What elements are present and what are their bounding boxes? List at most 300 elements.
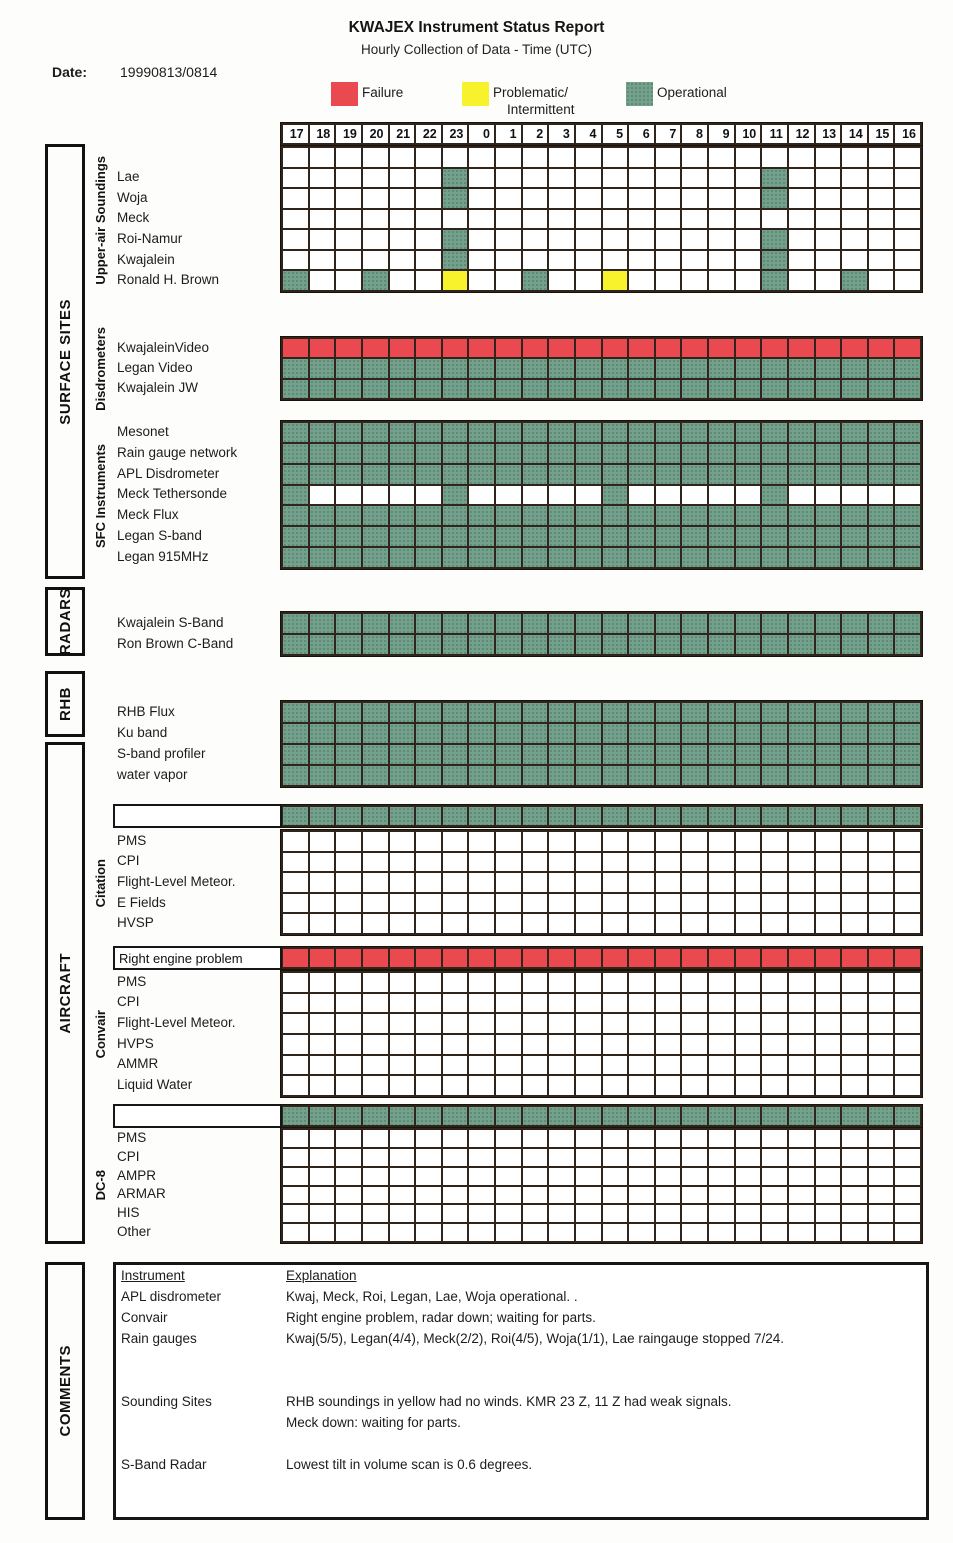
status-cell: [283, 1149, 308, 1166]
status-cell: [336, 894, 361, 913]
status-cell: [310, 1076, 335, 1095]
status-cell: [682, 1130, 707, 1147]
hour-header-cell: 15: [869, 125, 894, 143]
status-cell: [496, 423, 521, 442]
status-cell: [469, 486, 494, 505]
status-cell: [709, 1130, 734, 1147]
row-label-kwajaleinvideo: KwajaleinVideo: [117, 339, 210, 355]
subgroup-sfc-instruments: [86, 420, 114, 572]
status-cell: [336, 339, 361, 357]
hour-header-cell: 17: [283, 125, 308, 143]
status-cell: [656, 359, 681, 377]
status-cell: [576, 1035, 601, 1054]
status-cell: [523, 1205, 548, 1222]
status-cell: [336, 486, 361, 505]
status-cell: [576, 807, 601, 825]
status-cell: [310, 1014, 335, 1033]
status-cell: [842, 1187, 867, 1204]
status-cell: [443, 853, 468, 872]
status-cell: [549, 251, 574, 270]
status-cell: [310, 614, 335, 633]
status-cell: [310, 973, 335, 992]
status-cell: [523, 973, 548, 992]
status-cell: [576, 230, 601, 249]
status-cell: [709, 230, 734, 249]
status-cell: [576, 1014, 601, 1033]
status-cell: [283, 465, 308, 484]
status-cell: [469, 766, 494, 785]
status-cell: [629, 894, 654, 913]
status-cell: [789, 807, 814, 825]
status-cell: [336, 1014, 361, 1033]
status-cell: [336, 1149, 361, 1166]
status-cell: [789, 703, 814, 722]
status-cell: [390, 1187, 415, 1204]
status-cell: [682, 1014, 707, 1033]
status-cell: [576, 1056, 601, 1075]
status-cell: [549, 444, 574, 463]
status-cell: [869, 527, 894, 546]
status-cell: [310, 994, 335, 1013]
status-cell: [895, 949, 920, 967]
status-cell: [762, 251, 787, 270]
status-cell: [523, 169, 548, 188]
status-cell: [416, 894, 441, 913]
hour-header-cell: 10: [736, 125, 761, 143]
status-cell: [523, 1035, 548, 1054]
status-cell: [895, 703, 920, 722]
status-cell: [603, 873, 628, 892]
status-cell: [736, 1130, 761, 1147]
row-label-other: Other: [117, 1224, 151, 1240]
status-cell: [603, 1149, 628, 1166]
status-cell: [523, 339, 548, 357]
hour-header-cell: 9: [709, 125, 734, 143]
status-cell: [310, 766, 335, 785]
comments-instrument-header: Instrument: [121, 1268, 185, 1283]
status-cell: [496, 1056, 521, 1075]
status-cell: [469, 380, 494, 398]
status-cell: [736, 635, 761, 654]
status-cell: [869, 745, 894, 764]
status-cell: [603, 1014, 628, 1033]
status-cell: [363, 380, 388, 398]
status-cell: [443, 339, 468, 357]
status-cell: [549, 635, 574, 654]
status-cell: [416, 444, 441, 463]
status-cell: [549, 1224, 574, 1241]
status-cell: [416, 1035, 441, 1054]
status-cell: [789, 973, 814, 992]
row-label-pms: PMS: [117, 832, 147, 848]
status-cell: [682, 527, 707, 546]
status-cell: [283, 423, 308, 442]
status-cell: [496, 189, 521, 208]
status-cell: [762, 745, 787, 764]
status-cell: [842, 949, 867, 967]
status-cell: [816, 527, 841, 546]
status-cell: [363, 1168, 388, 1185]
status-cell: [336, 807, 361, 825]
status-cell: [709, 506, 734, 525]
row-label-flight-level-meteor: Flight-Level Meteor.: [117, 1015, 236, 1031]
status-cell: [443, 1187, 468, 1204]
status-cell: [603, 745, 628, 764]
status-cell: [549, 1056, 574, 1075]
status-cell: [762, 359, 787, 377]
status-cell: [390, 169, 415, 188]
status-cell: [523, 1130, 548, 1147]
status-cell: [443, 359, 468, 377]
grid-disdrometers: [280, 336, 923, 401]
status-cell: [523, 745, 548, 764]
status-cell: [736, 894, 761, 913]
status-cell: [682, 1107, 707, 1125]
status-cell: [736, 527, 761, 546]
status-cell: [869, 548, 894, 567]
comments-box: [113, 1262, 929, 1520]
status-cell: [523, 380, 548, 398]
status-cell: [736, 1205, 761, 1222]
status-cell: [736, 423, 761, 442]
status-cell: [816, 444, 841, 463]
banner-box-convair_banner: Right engine problem: [113, 946, 282, 970]
status-cell: [895, 1035, 920, 1054]
status-cell: [656, 1014, 681, 1033]
status-cell: [682, 548, 707, 567]
status-cell: [576, 914, 601, 933]
status-cell: [283, 614, 308, 633]
status-cell: [895, 1076, 920, 1095]
status-cell: [736, 271, 761, 290]
status-cell: [736, 873, 761, 892]
status-cell: [895, 1224, 920, 1241]
status-cell: [842, 359, 867, 377]
status-cell: [443, 148, 468, 167]
status-cell: [629, 251, 654, 270]
banner-box-citation_banner: [113, 804, 282, 828]
hour-header-cell: 6: [629, 125, 654, 143]
status-cell: [603, 703, 628, 722]
status-cell: [842, 873, 867, 892]
status-cell: [416, 359, 441, 377]
status-cell: [656, 506, 681, 525]
status-cell: [469, 914, 494, 933]
status-cell: [682, 189, 707, 208]
status-cell: [816, 807, 841, 825]
status-cell: [789, 914, 814, 933]
status-cell: [523, 703, 548, 722]
status-cell: [603, 994, 628, 1013]
status-cell: [363, 1224, 388, 1241]
hour-header-cell: 5: [603, 125, 628, 143]
status-cell: [469, 444, 494, 463]
status-cell: [656, 766, 681, 785]
status-cell: [363, 1130, 388, 1147]
status-cell: [496, 894, 521, 913]
status-cell: [762, 148, 787, 167]
status-cell: [709, 994, 734, 1013]
status-cell: [789, 271, 814, 290]
status-cell: [283, 1014, 308, 1033]
status-cell: [736, 1224, 761, 1241]
subgroup-label-citation: Citation: [92, 858, 108, 908]
status-cell: [629, 548, 654, 567]
status-cell: [709, 210, 734, 229]
status-cell: [469, 614, 494, 633]
status-cell: [310, 423, 335, 442]
status-cell: [416, 745, 441, 764]
status-cell: [629, 766, 654, 785]
subgroup-label-dc-8: DC-8: [92, 1170, 108, 1201]
rail-aircraft: [45, 742, 85, 1244]
status-cell: [762, 169, 787, 188]
status-cell: [656, 949, 681, 967]
status-cell: [842, 148, 867, 167]
status-cell: [762, 914, 787, 933]
status-cell: [469, 1014, 494, 1033]
status-cell: [816, 724, 841, 743]
status-cell: [549, 703, 574, 722]
status-cell: [736, 973, 761, 992]
status-cell: [390, 853, 415, 872]
status-cell: [656, 527, 681, 546]
status-cell: [789, 745, 814, 764]
status-cell: [496, 251, 521, 270]
status-cell: [816, 423, 841, 442]
status-cell: [390, 148, 415, 167]
status-cell: [629, 1107, 654, 1125]
status-cell: [842, 994, 867, 1013]
status-cell: [523, 1014, 548, 1033]
status-cell: [310, 380, 335, 398]
hour-header-cell: 11: [762, 125, 787, 143]
comment-explanation-line: RHB soundings in yellow had no winds. KMR 23 Z, 11 Z had weak signals.: [286, 1394, 732, 1409]
status-cell: [523, 635, 548, 654]
status-cell: [443, 1224, 468, 1241]
status-cell: [390, 724, 415, 743]
status-cell: [443, 380, 468, 398]
status-cell: [363, 210, 388, 229]
status-cell: [390, 1107, 415, 1125]
status-cell: [469, 1149, 494, 1166]
status-cell: [336, 832, 361, 851]
status-cell: [789, 1035, 814, 1054]
status-cell: [629, 745, 654, 764]
status-cell: [549, 949, 574, 967]
status-cell: [629, 807, 654, 825]
status-cell: [603, 807, 628, 825]
status-cell: [656, 1056, 681, 1075]
status-cell: [336, 271, 361, 290]
status-cell: [523, 1107, 548, 1125]
status-cell: [629, 1130, 654, 1147]
status-cell: [682, 724, 707, 743]
status-cell: [736, 614, 761, 633]
status-cell: [363, 148, 388, 167]
status-cell: [443, 423, 468, 442]
status-cell: [283, 894, 308, 913]
status-cell: [416, 832, 441, 851]
hour-header-cell: 14: [842, 125, 867, 143]
status-cell: [310, 703, 335, 722]
status-cell: [310, 359, 335, 377]
legend-item-failure: [331, 82, 403, 106]
status-cell: [816, 1224, 841, 1241]
status-cell: [416, 994, 441, 1013]
status-cell: [443, 1149, 468, 1166]
status-cell: [549, 745, 574, 764]
status-cell: [842, 169, 867, 188]
status-cell: [363, 169, 388, 188]
comment-explanation-line: Right engine problem, radar down; waiting for parts.: [286, 1310, 596, 1325]
status-cell: [363, 1035, 388, 1054]
rail-radars: [45, 587, 85, 656]
status-cell: [816, 380, 841, 398]
status-cell: [869, 914, 894, 933]
row-label-legan-915mhz: Legan 915MHz: [117, 549, 209, 565]
status-cell: [496, 548, 521, 567]
status-cell: [895, 444, 920, 463]
status-cell: [789, 614, 814, 633]
status-cell: [549, 832, 574, 851]
status-cell: [656, 807, 681, 825]
status-cell: [895, 1107, 920, 1125]
status-cell: [416, 949, 441, 967]
row-label-flight-level-meteor: Flight-Level Meteor.: [117, 873, 236, 889]
status-cell: [523, 506, 548, 525]
status-cell: [576, 210, 601, 229]
status-cell: [629, 994, 654, 1013]
status-cell: [629, 1056, 654, 1075]
rail-label-comments: COMMENTS: [56, 1345, 74, 1437]
rail-rhb: [45, 671, 85, 737]
status-cell: [842, 1168, 867, 1185]
status-cell: [816, 832, 841, 851]
status-cell: [469, 465, 494, 484]
status-cell: [549, 486, 574, 505]
status-cell: [682, 1205, 707, 1222]
status-cell: [469, 635, 494, 654]
status-cell: [416, 873, 441, 892]
grid-hours: [280, 122, 923, 146]
failure-swatch: [331, 82, 358, 106]
status-cell: [310, 949, 335, 967]
status-cell: [283, 251, 308, 270]
status-cell: [869, 148, 894, 167]
status-cell: [469, 271, 494, 290]
status-cell: [336, 1187, 361, 1204]
status-cell: [576, 1205, 601, 1222]
status-cell: [443, 271, 468, 290]
subgroup-label-convair: Convair: [92, 1009, 108, 1059]
status-cell: [549, 853, 574, 872]
status-cell: [336, 148, 361, 167]
status-cell: [283, 745, 308, 764]
status-cell: [363, 548, 388, 567]
status-cell: [496, 724, 521, 743]
status-cell: [709, 1187, 734, 1204]
status-cell: [816, 853, 841, 872]
status-cell: [709, 465, 734, 484]
status-cell: [469, 853, 494, 872]
status-cell: [283, 1168, 308, 1185]
status-cell: [549, 506, 574, 525]
status-cell: [816, 465, 841, 484]
status-cell: [390, 380, 415, 398]
status-cell: [762, 1205, 787, 1222]
status-cell: [682, 614, 707, 633]
status-cell: [363, 635, 388, 654]
status-cell: [762, 548, 787, 567]
status-cell: [390, 1014, 415, 1033]
status-cell: [816, 766, 841, 785]
status-cell: [842, 465, 867, 484]
status-cell: [310, 894, 335, 913]
status-cell: [363, 527, 388, 546]
status-cell: [629, 423, 654, 442]
status-cell: [789, 506, 814, 525]
status-cell: [469, 973, 494, 992]
status-cell: [895, 380, 920, 398]
subgroup-citation: [86, 829, 114, 937]
status-cell: [336, 380, 361, 398]
status-cell: [762, 1224, 787, 1241]
status-cell: [363, 423, 388, 442]
status-cell: [656, 251, 681, 270]
status-cell: [869, 169, 894, 188]
status-cell: [363, 766, 388, 785]
status-cell: [842, 548, 867, 567]
status-cell: [363, 444, 388, 463]
status-cell: [682, 832, 707, 851]
status-cell: [762, 1149, 787, 1166]
status-cell: [895, 359, 920, 377]
status-cell: [629, 271, 654, 290]
row-label-kwajalein-jw: Kwajalein JW: [117, 380, 199, 396]
hour-header-cell: 4: [576, 125, 601, 143]
status-cell: [363, 832, 388, 851]
status-cell: [709, 807, 734, 825]
status-cell: [523, 853, 548, 872]
status-cell: [443, 614, 468, 633]
status-cell: [762, 873, 787, 892]
status-cell: [390, 894, 415, 913]
status-cell: [656, 1130, 681, 1147]
status-cell: [443, 914, 468, 933]
status-cell: [656, 894, 681, 913]
grid-citation_banner: [280, 804, 923, 828]
status-cell: [656, 832, 681, 851]
row-label-meck-flux: Meck Flux: [117, 507, 179, 523]
status-cell: [336, 745, 361, 764]
status-cell: [895, 614, 920, 633]
status-cell: [603, 614, 628, 633]
status-cell: [736, 548, 761, 567]
status-cell: [549, 873, 574, 892]
status-cell: [869, 465, 894, 484]
status-cell: [416, 724, 441, 743]
status-cell: [523, 548, 548, 567]
status-cell: [603, 894, 628, 913]
status-cell: [469, 1035, 494, 1054]
status-cell: [443, 994, 468, 1013]
status-cell: [416, 148, 441, 167]
status-cell: [576, 548, 601, 567]
status-cell: [789, 486, 814, 505]
status-cell: [682, 994, 707, 1013]
status-cell: [469, 745, 494, 764]
